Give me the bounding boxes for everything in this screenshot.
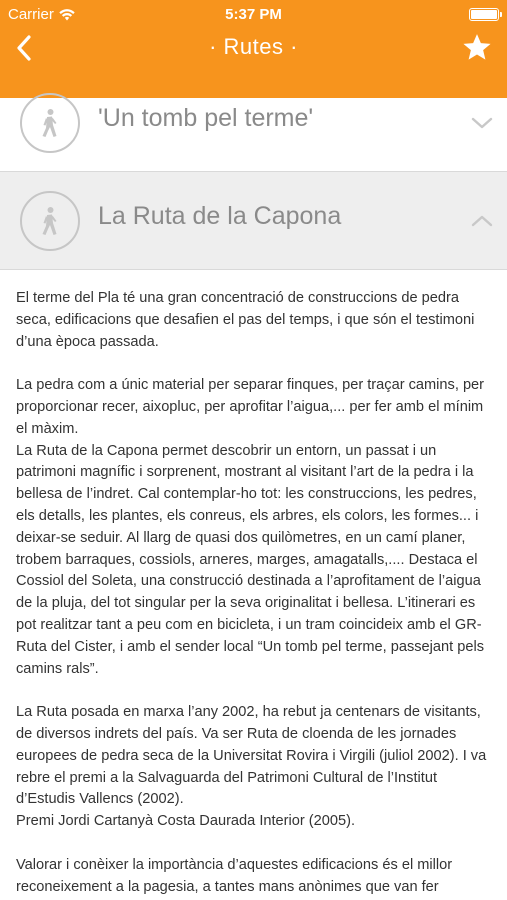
description-paragraph: Premi Jordi Cartanyà Costa Daurada Interior (2005). (16, 813, 356, 830)
description-paragraph: La Ruta posada en marxa l’any 2002, ha rebut ja centenars de visitants, de diversos indrets del país. Va ser Ruta de cloenda de les jornades europees de pedra seca de la Universitat Rovira i Virgili (juliol 2002). I va rebre el premi a la Salvaguarda del Patrimoni Cultural de l’Institut d’Estudis Vallencs (2002). (16, 704, 487, 808)
paragraph-gap (16, 833, 491, 855)
route-title: La Ruta de la Capona (98, 202, 342, 230)
star-icon (461, 32, 493, 64)
route-item-capona[interactable] (0, 172, 507, 270)
description-paragraph: El terme del Pla té una gran concentració de construccions de pedra seca, edificacions que desafien el pas del temps, i que són el testimoni d’una època passada. (16, 290, 475, 350)
favorite-button[interactable] (457, 28, 497, 68)
chevron-up-icon (471, 210, 493, 232)
walker-icon (20, 93, 80, 153)
walker-icon (20, 191, 80, 251)
description-paragraph: Valorar i conèixer la importància d’aquestes edificacions és el millor reconeixement a la pagesia, a tantes mans anònimes que van fer (16, 856, 453, 895)
paragraph-gap (16, 680, 491, 702)
description-paragraph: La pedra com a únic material per separar finques, per traçar camins, per proporcionar recer, aixopluc, per aprofitar l’aigua,... per fer amb el mínim el màxim. (16, 377, 485, 437)
navigation-bar (0, 28, 507, 68)
paragraph-gap (16, 353, 491, 375)
description-paragraph: La Ruta de la Capona permet descobrir un entorn, un passat i un patrimoni magnífic i sorprenent, mostrant al visitant l’art de la pedra i la bellesa de l’indret. Cal contemplar-ho tot: les construccions, les pedres, els detalls, les plantes, els conreus, els arbres, els colors, les formes... i deixar-se seduir. Al llarg de quasi dos quilòmetres, en un camí planer, trobem barraques, cossiols, arneres, marges, amagatalls,.... Destaca el Cossiol del Soleta, una construcció destinada a l’aprofitament de l’aigua de la pluja, del tot singular per la seva originalitat i bellesa. L’itinerari es pot realitzar tant a peu com en bicicleta, i un tram coincideix amb el GR-Ruta del Cister, i amb el sender local “Un tomb pel terme, passejant pels camins rals”. (16, 442, 485, 677)
page-title: · Rutes · (209, 34, 298, 59)
route-title: 'Un tomb pel terme' (98, 104, 314, 132)
status-bar (0, 0, 507, 28)
route-item-un-tomb[interactable] (0, 74, 507, 172)
route-description (16, 288, 491, 898)
battery-icon (469, 8, 499, 21)
chevron-down-icon (471, 112, 493, 134)
clock: 5:37 PM (225, 6, 282, 23)
carrier-label: Carrier (8, 6, 54, 23)
